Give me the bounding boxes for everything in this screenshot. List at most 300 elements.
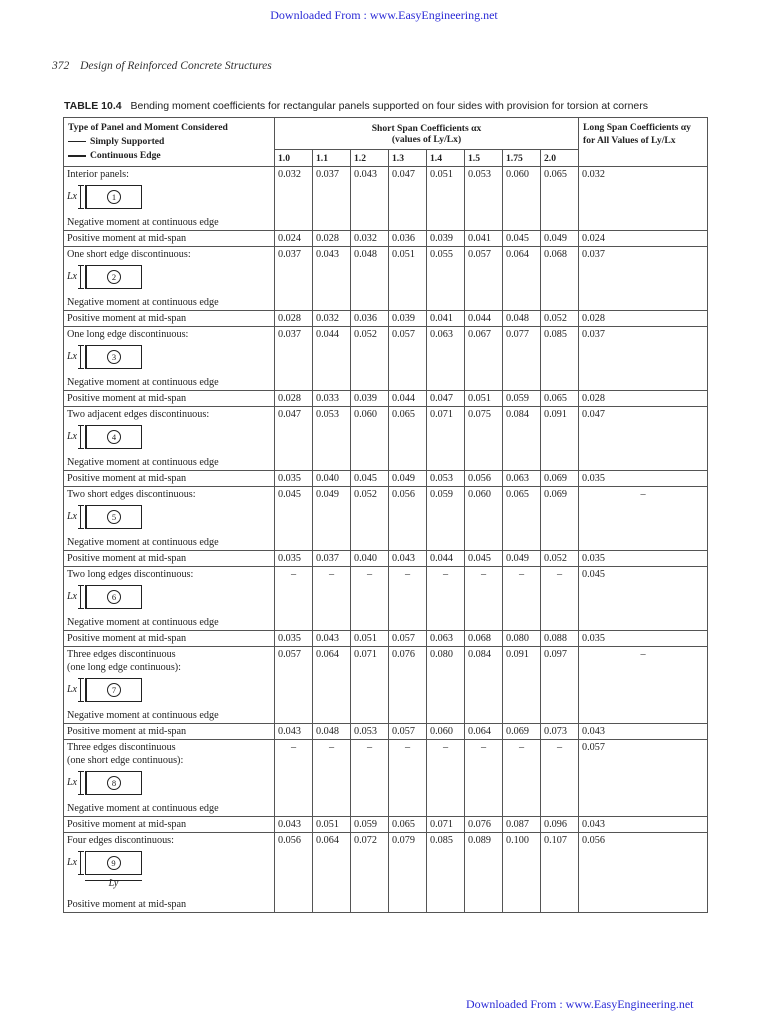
bottom-download-link[interactable]: Downloaded From : www.EasyEngineering.net [466, 997, 694, 1011]
coefficient-cell: 0.071 [427, 407, 465, 471]
lx-label: Lx [67, 857, 77, 868]
coefficient-cell: 0.071 [351, 647, 389, 724]
dimension-tick [78, 701, 84, 702]
short-span-title: Short Span Coefficients αx [371, 122, 482, 134]
dimension-stem [80, 425, 81, 449]
coefficient-cell: 0.045 [275, 487, 313, 551]
coefficient-cell: 0.041 [465, 231, 503, 247]
panel-rectangle-icon [85, 505, 142, 529]
coefficient-cell: 0.035 [275, 631, 313, 647]
panel-diagram [67, 584, 271, 612]
long-span-cell: 0.043 [579, 724, 708, 740]
coefficient-cell: 0.039 [427, 231, 465, 247]
panel-type-cell [64, 833, 275, 913]
panel-diagram [67, 344, 271, 372]
dimension-tick [78, 678, 84, 679]
coefficient-cell: 0.085 [427, 833, 465, 913]
dimension-tick [78, 448, 84, 449]
long-span-cell: 0.056 [579, 833, 708, 913]
coefficient-cell: 0.024 [275, 231, 313, 247]
coefficient-cell: – [503, 567, 541, 631]
dimension-tick [78, 851, 84, 852]
coefficient-cell: 0.073 [541, 724, 579, 740]
ratio-header-cell: 1.4 [427, 150, 465, 167]
panel-rectangle-icon [85, 185, 142, 209]
coefficient-cell: 0.052 [541, 551, 579, 567]
panel-number: 3 [107, 350, 121, 364]
panel-number: 7 [107, 683, 121, 697]
dimension-tick [78, 185, 84, 186]
coefficient-cell: 0.100 [503, 833, 541, 913]
thick-line-icon [68, 155, 86, 157]
coefficient-cell: 0.063 [427, 327, 465, 391]
panel-number: 5 [107, 510, 121, 524]
coefficient-cell: 0.037 [313, 167, 351, 231]
coefficient-cell: 0.064 [465, 724, 503, 740]
moment-label: Negative moment at continuous edge [67, 537, 219, 548]
coefficient-cell: 0.057 [389, 327, 427, 391]
moment-label: Positive moment at mid-span [64, 817, 275, 833]
ly-label: Ly [108, 878, 119, 889]
coefficient-cell: 0.043 [313, 631, 351, 647]
coefficient-cell: 0.047 [427, 391, 465, 407]
lx-label: Lx [67, 431, 77, 442]
coefficient-cell: 0.057 [465, 247, 503, 311]
coefficient-cell: 0.065 [389, 407, 427, 471]
lx-dimension-icon [78, 771, 84, 795]
dimension-stem [80, 505, 81, 529]
panel-subtitle: (one long edge continuous): [67, 662, 182, 673]
panel-diagram [67, 504, 271, 532]
coefficient-cell: 0.077 [503, 327, 541, 391]
lx-dimension-icon [78, 425, 84, 449]
coefficient-cell: 0.044 [427, 551, 465, 567]
ratio-header-cell: 1.2 [351, 150, 389, 167]
coefficient-cell: 0.057 [389, 631, 427, 647]
ratio-header-cell: 1.1 [313, 150, 351, 167]
coefficient-cell: 0.063 [427, 631, 465, 647]
panel-rectangle-icon [85, 771, 142, 795]
coefficient-cell: 0.068 [541, 247, 579, 311]
coefficient-cell: 0.059 [351, 817, 389, 833]
coefficient-cell: 0.060 [465, 487, 503, 551]
long-span-cell: 0.037 [579, 247, 708, 311]
coefficient-cell: 0.087 [503, 817, 541, 833]
panel-diagram [67, 770, 271, 798]
coefficient-cell: 0.064 [313, 647, 351, 724]
long-span-cell: 0.057 [579, 740, 708, 817]
dimension-tick [78, 368, 84, 369]
moment-label: Negative moment at continuous edge [67, 710, 219, 721]
lx-label: Lx [67, 777, 77, 788]
moment-label: Positive moment at mid-span [64, 311, 275, 327]
coefficient-cell: 0.052 [541, 311, 579, 327]
coefficient-cell: 0.051 [427, 167, 465, 231]
lx-dimension-icon [78, 265, 84, 289]
panel-type-cell [64, 487, 275, 551]
coefficient-cell: 0.045 [351, 471, 389, 487]
panel-title: Two adjacent edges discontinuous: [67, 409, 210, 420]
coefficient-cell: 0.047 [389, 167, 427, 231]
panel-title: Four edges discontinuous: [67, 835, 174, 846]
coefficient-cell: – [389, 740, 427, 817]
table-label: TABLE 10.4 [64, 100, 122, 112]
moment-label: Positive moment at mid-span [64, 724, 275, 740]
coefficient-cell: 0.053 [313, 407, 351, 471]
coefficient-cell: 0.107 [541, 833, 579, 913]
dimension-tick [78, 288, 84, 289]
dimension-tick [78, 608, 84, 609]
coefficient-cell: 0.085 [541, 327, 579, 391]
panel-number: 8 [107, 776, 121, 790]
long-span-cell: 0.037 [579, 327, 708, 391]
panel-title: Three edges discontinuous [67, 649, 176, 660]
lx-label: Lx [67, 511, 77, 522]
table-row [64, 311, 708, 327]
dimension-tick [78, 208, 84, 209]
coefficient-cell: – [389, 567, 427, 631]
lx-label: Lx [67, 191, 77, 202]
dimension-stem [80, 345, 81, 369]
thin-line-icon [68, 141, 86, 142]
panel-type-cell [64, 567, 275, 631]
table-row [64, 487, 708, 551]
ratio-header-cell: 2.0 [541, 150, 579, 167]
coefficient-cell: 0.045 [465, 551, 503, 567]
coefficient-cell: – [351, 740, 389, 817]
coefficient-cell: 0.052 [351, 327, 389, 391]
coefficient-cell: 0.091 [503, 647, 541, 724]
coefficient-cell: 0.056 [465, 471, 503, 487]
table-row [64, 247, 708, 311]
coefficient-cell: – [313, 567, 351, 631]
coefficient-cell: 0.039 [389, 311, 427, 327]
table-caption-text: Bending moment coefficients for rectangular panels supported on four sides with provision for torsion at corners [130, 100, 648, 112]
dimension-stem [80, 678, 81, 702]
coefficient-cell: 0.048 [351, 247, 389, 311]
coefficient-cell: 0.040 [313, 471, 351, 487]
lx-dimension-icon [78, 505, 84, 529]
lx-label: Lx [67, 591, 77, 602]
coefficient-cell: 0.064 [503, 247, 541, 311]
coefficient-cell: 0.039 [351, 391, 389, 407]
coefficient-cell: – [351, 567, 389, 631]
coefficient-cell: 0.037 [275, 327, 313, 391]
coefficient-cell: 0.044 [465, 311, 503, 327]
coefficient-cell: – [465, 567, 503, 631]
lx-label: Lx [67, 351, 77, 362]
coefficient-cell: – [275, 567, 313, 631]
panel-type-cell [64, 247, 275, 311]
coefficient-cell: 0.060 [351, 407, 389, 471]
moment-label: Positive moment at mid-span [64, 391, 275, 407]
panel-rectangle-icon [85, 425, 142, 449]
long-span-cell: 0.035 [579, 471, 708, 487]
ratio-header-cell: 1.5 [465, 150, 503, 167]
table-row [64, 647, 708, 724]
panel-rectangle-icon [85, 265, 142, 289]
panel-number: 2 [107, 270, 121, 284]
moment-label: Negative moment at continuous edge [67, 803, 219, 814]
dimension-stem [80, 585, 81, 609]
long-span-header: Long Span Coefficients αy for All Values of Ly/Lx [579, 118, 708, 167]
long-span-cell: – [579, 647, 708, 724]
coefficient-cell: 0.028 [313, 231, 351, 247]
coefficient-cell: 0.044 [313, 327, 351, 391]
coefficient-cell: 0.037 [275, 247, 313, 311]
moment-label: Positive moment at mid-span [67, 899, 187, 910]
long-span-cell: 0.043 [579, 817, 708, 833]
coefficient-cell: 0.028 [275, 391, 313, 407]
coefficient-cell: – [275, 740, 313, 817]
panel-type-cell [64, 740, 275, 817]
coefficient-cell: 0.036 [389, 231, 427, 247]
coefficient-cell: 0.032 [351, 231, 389, 247]
moment-coefficient-table [63, 117, 708, 913]
long-span-cell: 0.028 [579, 391, 708, 407]
coefficient-cell: 0.069 [503, 724, 541, 740]
coefficient-cell: – [427, 740, 465, 817]
coefficient-cell: 0.049 [503, 551, 541, 567]
dimension-tick [78, 425, 84, 426]
coefficient-cell: 0.084 [503, 407, 541, 471]
coefficient-cell: 0.048 [313, 724, 351, 740]
coefficient-cell: 0.035 [275, 551, 313, 567]
lx-dimension-icon [78, 851, 84, 875]
coefficient-cell: – [503, 740, 541, 817]
dimension-stem [80, 265, 81, 289]
coefficient-cell: 0.052 [351, 487, 389, 551]
coefficient-cell: 0.068 [465, 631, 503, 647]
coefficient-cell: 0.069 [541, 487, 579, 551]
coefficient-cell: 0.043 [313, 247, 351, 311]
panel-type-cell [64, 647, 275, 724]
panel-type-cell [64, 167, 275, 231]
coefficient-cell: 0.032 [313, 311, 351, 327]
coefficient-cell: 0.084 [465, 647, 503, 724]
coefficient-cell: 0.088 [541, 631, 579, 647]
ratio-header-cell: 1.75 [503, 150, 541, 167]
continuous-edge-legend: Continuous Edge [68, 149, 270, 163]
top-download-link[interactable]: Downloaded From : www.EasyEngineering.net [270, 8, 498, 22]
coefficient-cell: 0.056 [389, 487, 427, 551]
table-row [64, 327, 708, 391]
table-caption [64, 100, 724, 112]
moment-label: Positive moment at mid-span [64, 471, 275, 487]
dimension-tick [78, 874, 84, 875]
panel-rectangle-icon [85, 851, 142, 875]
coefficient-cell: 0.041 [427, 311, 465, 327]
moment-label: Positive moment at mid-span [64, 231, 275, 247]
ratio-header-cell: 1.0 [275, 150, 313, 167]
table-row [64, 407, 708, 471]
coefficient-cell: 0.035 [275, 471, 313, 487]
panel-diagram [67, 850, 271, 894]
coefficient-cell: 0.057 [389, 724, 427, 740]
coefficient-cell: 0.069 [541, 471, 579, 487]
coefficient-cell: 0.032 [275, 167, 313, 231]
coefficient-cell: 0.055 [427, 247, 465, 311]
moment-label: Positive moment at mid-span [64, 551, 275, 567]
lx-dimension-icon [78, 678, 84, 702]
coefficient-cell: – [465, 740, 503, 817]
coefficient-cell: 0.072 [351, 833, 389, 913]
table-row [64, 833, 708, 913]
panel-diagram [67, 184, 271, 212]
coefficient-cell: 0.049 [389, 471, 427, 487]
panel-number: 4 [107, 430, 121, 444]
table-row [64, 551, 708, 567]
coefficient-cell: 0.056 [275, 833, 313, 913]
short-span-header [275, 118, 579, 150]
coefficient-cell: 0.036 [351, 311, 389, 327]
coefficient-cell: – [427, 567, 465, 631]
panel-title: One short edge discontinuous: [67, 249, 191, 260]
panel-subtitle: (one short edge continuous): [67, 755, 184, 766]
page-number: 372 [52, 60, 70, 72]
panel-title: One long edge discontinuous: [67, 329, 189, 340]
coefficient-cell: 0.047 [275, 407, 313, 471]
coefficient-cell: 0.040 [351, 551, 389, 567]
table-row [64, 471, 708, 487]
moment-label: Negative moment at continuous edge [67, 617, 219, 628]
coefficient-cell: – [541, 740, 579, 817]
table-row [64, 391, 708, 407]
coefficient-cell: 0.053 [351, 724, 389, 740]
moment-label: Positive moment at mid-span [64, 631, 275, 647]
simply-supported-legend: Simply Supported [68, 135, 270, 149]
table-row [64, 740, 708, 817]
coefficient-cell: 0.065 [541, 391, 579, 407]
dimension-tick [78, 585, 84, 586]
panel-rectangle-icon [85, 678, 142, 702]
coefficient-cell: 0.079 [389, 833, 427, 913]
panel-number: 1 [107, 190, 121, 204]
coefficient-cell: 0.060 [503, 167, 541, 231]
coefficient-cell: 0.076 [465, 817, 503, 833]
coefficient-cell: 0.067 [465, 327, 503, 391]
coefficient-cell: – [313, 740, 351, 817]
coefficient-cell: 0.063 [503, 471, 541, 487]
coefficient-cell: 0.091 [541, 407, 579, 471]
coefficient-cell: 0.051 [389, 247, 427, 311]
panel-number: 9 [107, 856, 121, 870]
panel-title: Two short edges discontinuous: [67, 489, 196, 500]
dimension-stem [80, 771, 81, 795]
coefficient-cell: 0.089 [465, 833, 503, 913]
panel-diagram [67, 424, 271, 452]
coefficient-cell: 0.043 [275, 724, 313, 740]
dimension-tick [78, 345, 84, 346]
lx-dimension-icon [78, 185, 84, 209]
dimension-stem [80, 185, 81, 209]
dimension-tick [78, 771, 84, 772]
dimension-tick [78, 505, 84, 506]
long-span-cell: – [579, 487, 708, 551]
coefficient-cell: 0.057 [275, 647, 313, 724]
panel-type-cell [64, 327, 275, 391]
dimension-tick [78, 794, 84, 795]
panel-rectangle-icon [85, 345, 142, 369]
coefficient-cell: 0.065 [541, 167, 579, 231]
coefficient-cell: 0.064 [313, 833, 351, 913]
dimension-tick [78, 528, 84, 529]
coefficient-cell: 0.065 [389, 817, 427, 833]
coefficient-cell: 0.043 [275, 817, 313, 833]
panel-number: 6 [107, 590, 121, 604]
type-column-header [64, 118, 275, 167]
table-row [64, 631, 708, 647]
long-span-cell: 0.035 [579, 551, 708, 567]
type-header-title: Type of Panel and Moment Considered [68, 122, 228, 133]
coefficient-cell: 0.065 [503, 487, 541, 551]
coefficient-cell: 0.044 [389, 391, 427, 407]
coefficient-cell: 0.075 [465, 407, 503, 471]
coefficient-cell: 0.096 [541, 817, 579, 833]
coefficient-cell: 0.043 [351, 167, 389, 231]
coefficient-cell: 0.051 [465, 391, 503, 407]
panel-title: Two long edges discontinuous: [67, 569, 194, 580]
table-body [64, 167, 708, 913]
coefficient-cell: 0.048 [503, 311, 541, 327]
panel-diagram [67, 677, 271, 705]
coefficient-cell: 0.033 [313, 391, 351, 407]
coefficient-cell: 0.049 [541, 231, 579, 247]
short-span-subtitle: (values of Ly/Lx) [391, 133, 462, 145]
coefficient-cell: 0.097 [541, 647, 579, 724]
coefficient-cell: 0.053 [427, 471, 465, 487]
panel-type-cell [64, 407, 275, 471]
long-span-cell: 0.047 [579, 407, 708, 471]
lx-label: Lx [67, 271, 77, 282]
table-row [64, 231, 708, 247]
moment-label: Negative moment at continuous edge [67, 457, 219, 468]
table-row [64, 567, 708, 631]
lx-label: Lx [67, 684, 77, 695]
coefficient-cell: 0.043 [389, 551, 427, 567]
moment-label: Negative moment at continuous edge [67, 217, 219, 228]
coefficient-cell: 0.028 [275, 311, 313, 327]
long-span-cell: 0.032 [579, 167, 708, 231]
panel-rectangle-icon [85, 585, 142, 609]
coefficient-cell: 0.037 [313, 551, 351, 567]
long-span-cell: 0.045 [579, 567, 708, 631]
coefficient-cell: – [541, 567, 579, 631]
long-span-cell: 0.024 [579, 231, 708, 247]
dimension-tick [78, 265, 84, 266]
dimension-stem [80, 851, 81, 875]
lx-dimension-icon [78, 345, 84, 369]
coefficient-cell: 0.080 [427, 647, 465, 724]
coefficient-cell: 0.071 [427, 817, 465, 833]
lx-dimension-icon [78, 585, 84, 609]
coefficient-cell: 0.059 [503, 391, 541, 407]
running-head [52, 60, 272, 72]
coefficient-cell: 0.053 [465, 167, 503, 231]
panel-title: Interior panels: [67, 169, 129, 180]
long-span-cell: 0.028 [579, 311, 708, 327]
table-row [64, 817, 708, 833]
ratio-header-cell: 1.3 [389, 150, 427, 167]
coefficient-cell: 0.060 [427, 724, 465, 740]
moment-label: Negative moment at continuous edge [67, 297, 219, 308]
coefficient-cell: 0.080 [503, 631, 541, 647]
table-row [64, 167, 708, 231]
moment-label: Negative moment at continuous edge [67, 377, 219, 388]
panel-diagram [67, 264, 271, 292]
coefficient-cell: 0.045 [503, 231, 541, 247]
coefficient-cell: 0.076 [389, 647, 427, 724]
